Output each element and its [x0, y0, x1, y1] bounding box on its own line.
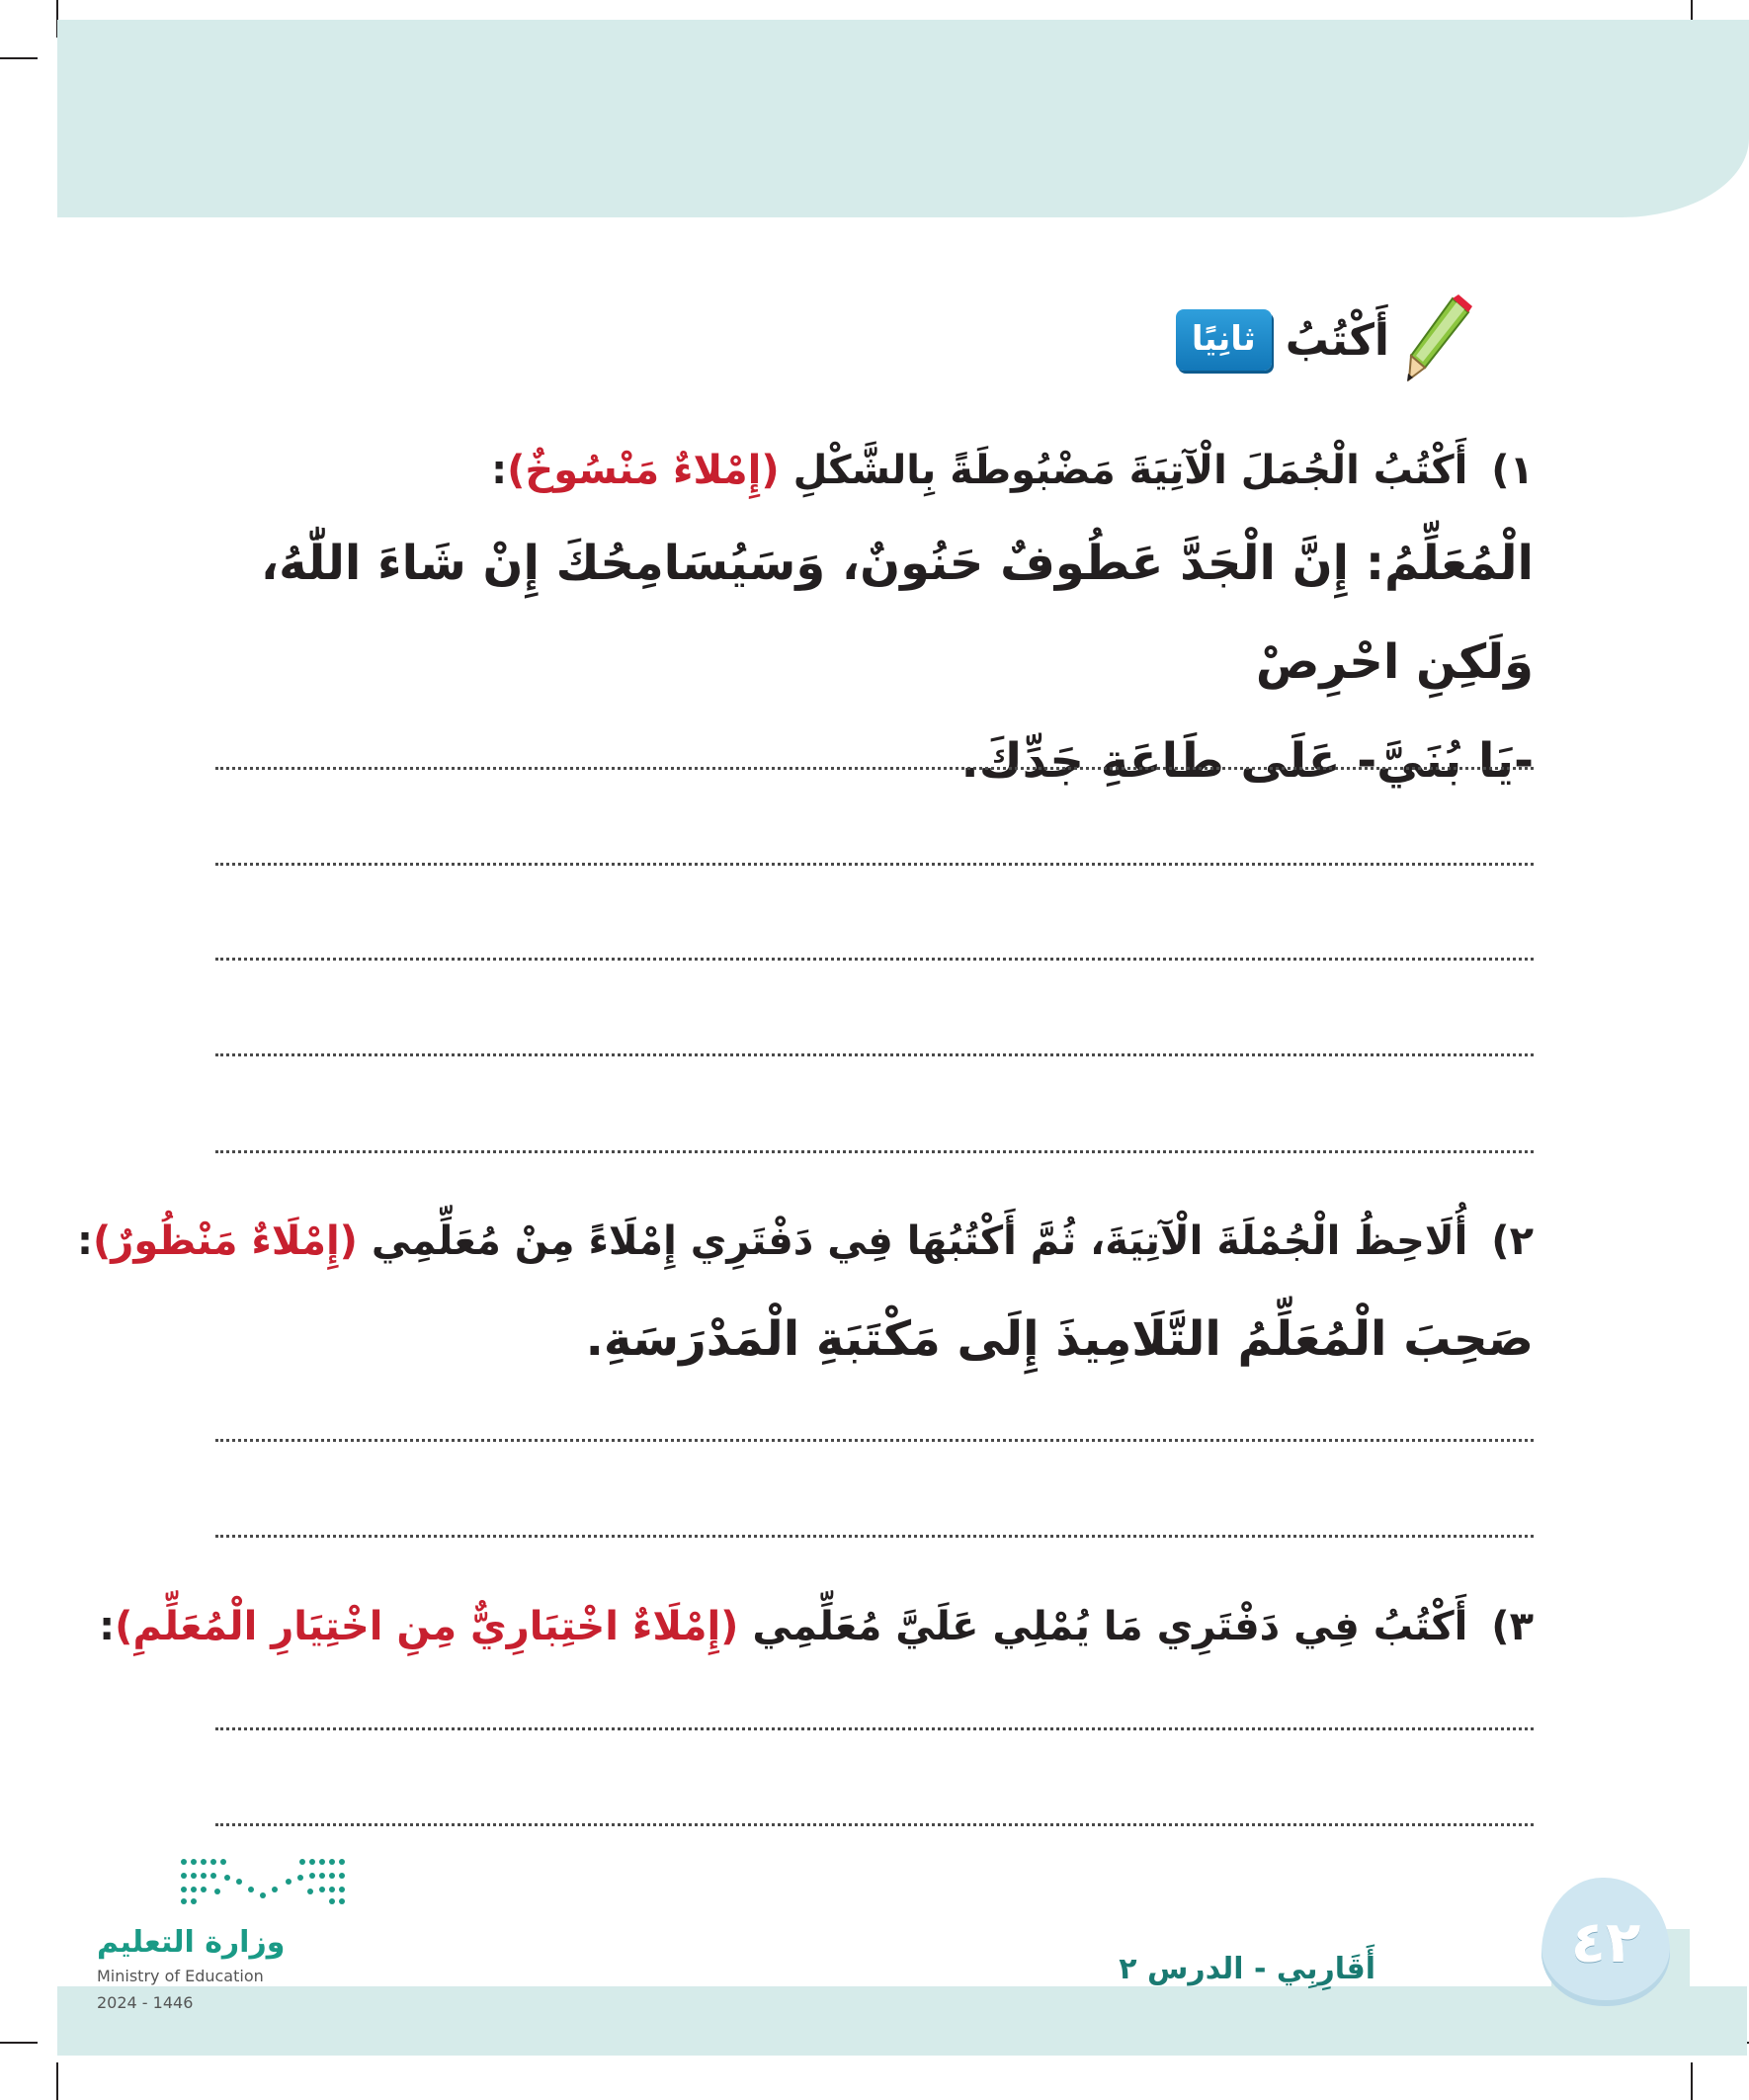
page-number: ٤٢: [1570, 1908, 1641, 1975]
text-line: -يَا بُنَيَّ- عَلَى طَاعَةِ جَدِّكَ.: [960, 733, 1534, 789]
crop-mark: [56, 2062, 58, 2100]
dictation-type: (إِمْلَاءٌ اخْتِبَارِيٌّ مِنِ اخْتِيَارِ الْمُعَلِّمِ): [115, 1604, 739, 1649]
exercise-number: ٢): [1491, 1218, 1534, 1264]
pencil-icon: [1403, 294, 1474, 385]
writing-line[interactable]: [215, 1727, 1534, 1730]
writing-line[interactable]: [215, 1535, 1534, 1538]
exercise-3-instruction: [99, 1601, 1534, 1652]
footer-band: [57, 1986, 1747, 2056]
exercise-1-instruction: [491, 445, 1534, 496]
section-badge: ثانِيًا: [1176, 309, 1272, 371]
exercise-number: ١): [1491, 448, 1534, 493]
ministry-name-en: Ministry of Education: [97, 1967, 264, 1985]
dictation-type: (إِمْلاءٌ مَنْسُوخٌ): [507, 448, 780, 493]
crop-mark: [1691, 2062, 1693, 2100]
writing-line[interactable]: [215, 767, 1534, 770]
writing-line[interactable]: [215, 1053, 1534, 1056]
colon: :: [99, 1604, 116, 1649]
ministry-logo-icon: [178, 1856, 351, 1907]
writing-line[interactable]: [215, 1439, 1534, 1442]
instruction-text: أُلَاحِظُ الْجُمْلَةَ الْآتِيَةَ، ثُمَّ أَكْتُبُهَا فِي دَفْتَرِي إِمْلَاءً مِنْ مُعَلِّمِي: [371, 1218, 1468, 1264]
section-title: أَكْتُبُ: [1285, 314, 1389, 366]
exercise-2-sentence: صَحِبَ الْمُعَلِّمُ التَّلَامِيذَ إِلَى مَكْتَبَةِ الْمَدْرَسَةِ.: [585, 1311, 1534, 1367]
writing-line[interactable]: [215, 958, 1534, 961]
instruction-text: أَكْتُبُ الْجُمَلَ الْآتِيَةَ مَضْبُوطَةً بِالشَّكْلِ: [792, 448, 1468, 493]
writing-line[interactable]: [215, 863, 1534, 866]
crop-mark: [0, 57, 38, 59]
header-band: [57, 20, 1749, 217]
colon: :: [491, 448, 508, 493]
crop-mark: [0, 2042, 38, 2044]
writing-line[interactable]: [215, 1823, 1534, 1826]
ministry-name-ar: وزارة التعليم: [97, 1925, 286, 1960]
text-line: الْمُعَلِّمُ: إِنَّ الْجَدَّ عَطُوفٌ حَنُونٌ، وَسَيُسَامِحُكَ إِنْ شَاءَ اللّٰهُ، وَلَكِنِ احْرِصْ: [260, 536, 1534, 690]
page-number-badge: [1541, 1878, 1670, 2006]
dictation-type: (إِمْلَاءٌ مَنْظُورٌ): [93, 1218, 358, 1264]
section-heading: [1176, 294, 1474, 385]
edition-year: 2024 - 1446: [97, 1993, 194, 2012]
colon: :: [77, 1218, 94, 1264]
exercise-number: ٣): [1491, 1604, 1534, 1649]
exercise-1-text: [215, 514, 1534, 810]
lesson-title: أَقَارِبِي - الدرس ٢: [1119, 1952, 1375, 1986]
exercise-2-instruction: [77, 1216, 1534, 1267]
instruction-text: أَكْتُبُ فِي دَفْتَرِي مَا يُمْلِي عَلَيَّ مُعَلِّمِي: [752, 1604, 1468, 1649]
writing-line[interactable]: [215, 1150, 1534, 1153]
